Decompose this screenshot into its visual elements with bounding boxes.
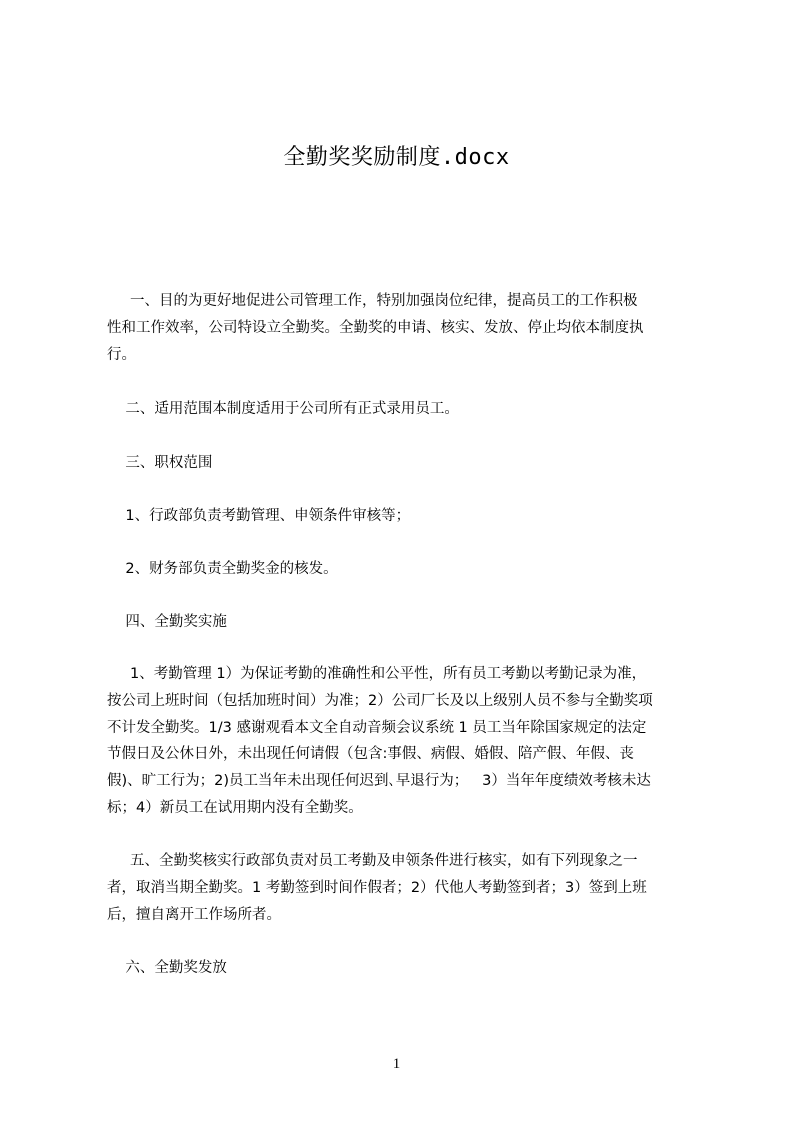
text-line: 行。 bbox=[107, 346, 136, 363]
text-line: 1、考勤管理 1）为保证考勤的准确性和公平性，所有员工考勤以考勤记录为准， bbox=[107, 666, 647, 682]
paragraph-purpose bbox=[107, 288, 707, 368]
paragraph-responsibilities-heading bbox=[107, 450, 707, 477]
text-line: 不计发全勤奖。1/3 感谢观看本文全自动音频会议系统 1 员工当年除国家规定的法定 bbox=[107, 719, 647, 736]
paragraph-attendance-management bbox=[107, 661, 707, 822]
text-line: 三、职权范围 bbox=[107, 455, 213, 471]
document-title: 全勤奖奖励制度.docx bbox=[283, 145, 510, 170]
page-number: 1 bbox=[392, 1056, 401, 1072]
text-line: 后，擅自离开工作场所者。 bbox=[107, 906, 281, 923]
text-line: 四、全勤奖实施 bbox=[107, 614, 227, 630]
paragraph-admin-dept bbox=[107, 503, 707, 530]
paragraph-finance-dept bbox=[107, 556, 707, 583]
text-line: 节假日及公休日外，未出现任何请假（包含:事假、病假、婚假、陪产假、年假、丧 bbox=[107, 746, 634, 763]
text-line: 二、适用范围本制度适用于公司所有正式录用员工。 bbox=[107, 401, 459, 417]
text-line: 按公司上班时间（包括加班时间）为准；2）公司厂长及以上级别人员不参与全勤奖项 bbox=[107, 692, 653, 709]
text-line: 1、行政部负责考勤管理、申领条件审核等； bbox=[107, 508, 411, 524]
text-line: 标；4）新员工在试用期内没有全勤奖。 bbox=[107, 799, 363, 816]
text-line: 一、目的为更好地促进公司管理工作，特别加强岗位纪律，提高员工的工作积极 bbox=[107, 293, 638, 309]
paragraph-implementation-heading bbox=[107, 609, 707, 636]
paragraph-verification bbox=[107, 848, 707, 928]
paragraph-scope bbox=[107, 396, 707, 423]
text-line: 者，取消当期全勤奖。1 考勤签到时间作假者；2）代他人考勤签到者；3）签到上班 bbox=[107, 879, 647, 896]
text-line: 六、全勤奖发放 bbox=[107, 960, 227, 976]
text-line: 五、全勤奖核实行政部负责对员工考勤及申领条件进行核实，如有下列现象之一 bbox=[107, 853, 638, 869]
paragraph-distribution-heading bbox=[107, 955, 707, 982]
text-line: 2、财务部负责全勤奖金的核发。 bbox=[107, 561, 338, 577]
text-line: 假)、旷工行为；2)员工当年未出现任何迟到､早退行为； 3）当年年度绩效考核未达 bbox=[107, 773, 651, 790]
text-line: 性和工作效率，公司特设立全勤奖。全勤奖的申请、核实、发放、停止均依本制度执 bbox=[107, 319, 644, 336]
